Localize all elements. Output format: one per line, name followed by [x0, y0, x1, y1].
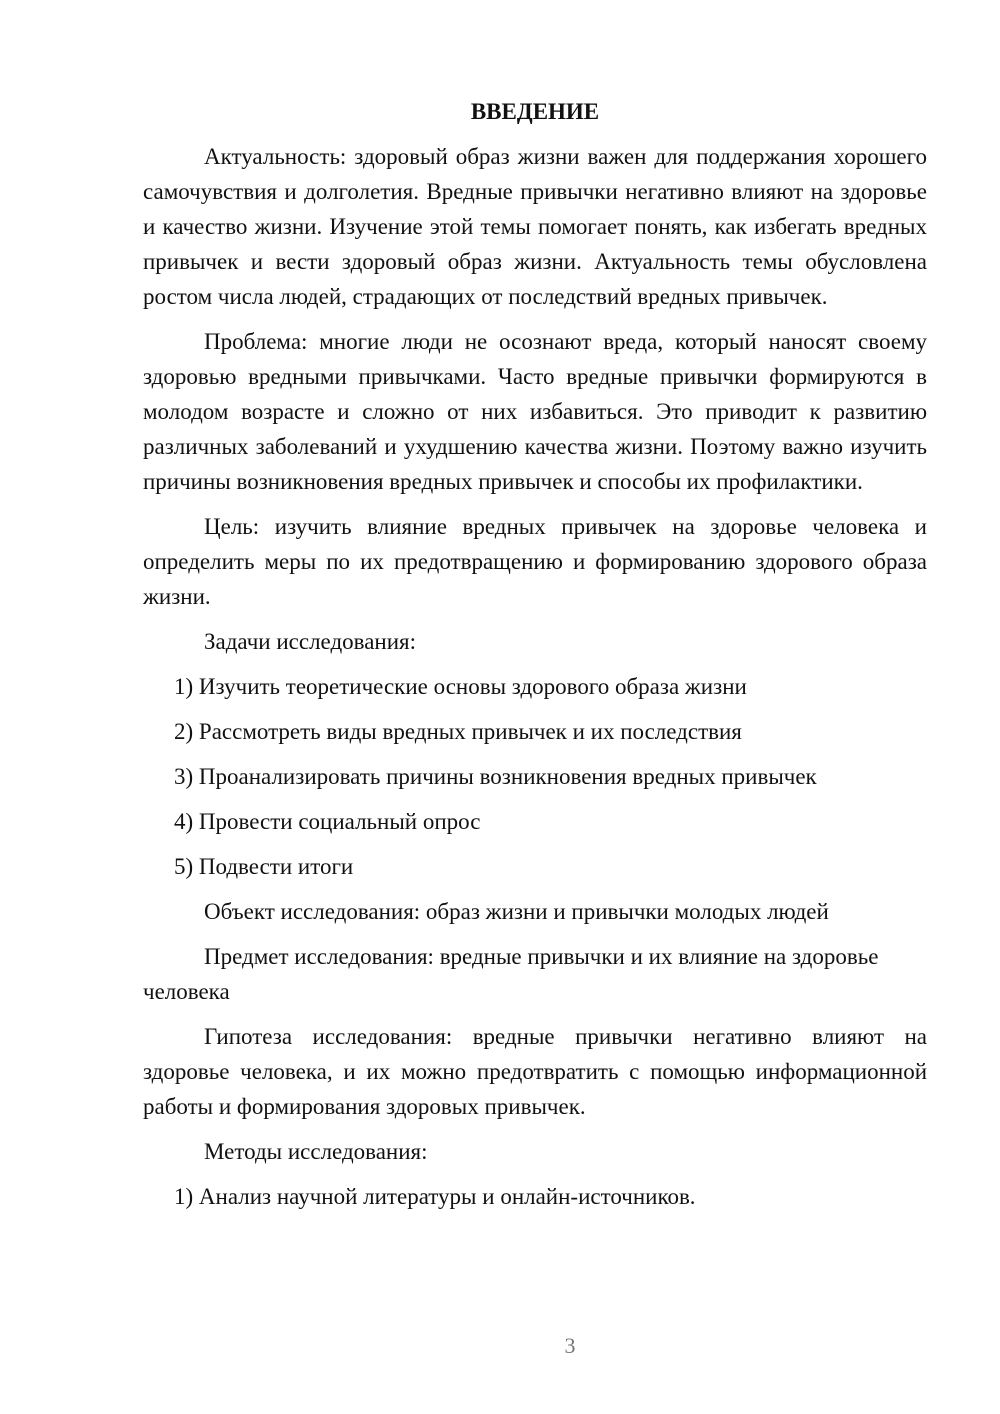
tasks-list — [143, 669, 927, 884]
list-item: 4) Провести социальный опрос — [174, 809, 481, 834]
methods-list — [143, 1179, 927, 1214]
hypothesis-paragraph: Гипотеза исследования: вредные привычки негативно влияют на здоровье человека, и их можно предотвратить с помощью информационной работы и формирования здоровых привычек. — [143, 1024, 927, 1119]
page-body — [143, 94, 927, 1224]
object-paragraph: Объект исследования: образ жизни и привычки молодых людей — [204, 899, 829, 924]
section-heading: ВВЕДЕНИЕ — [470, 99, 600, 124]
list-item: 1) Изучить теоретические основы здорового образа жизни — [174, 674, 747, 699]
methods-title: Методы исследования: — [204, 1139, 428, 1164]
subject-paragraph: Предмет исследования: вредные привычки и их влияние на здоровье человека — [143, 944, 879, 1004]
list-item: 1) Анализ научной литературы и онлайн-источников. — [174, 1184, 696, 1209]
problem-paragraph: Проблема: многие люди не осознают вреда, который наносят своему здоровью вредными привычками. Часто вредные привычки формируются в молодом возрасте и сложно от них избавиться. Это приводит к развитию различных заболеваний и ухудшению качества жизни. Поэтому важно изучить причины возникновения вредных привычек и способы их профилактики. — [143, 329, 927, 494]
page-number: 3 — [564, 1333, 576, 1358]
relevance-paragraph: Актуальность: здоровый образ жизни важен для поддержания хорошего самочувствия и долголетия. Вредные привычки негативно влияют на здоровье и качество жизни. Изучение этой темы помогает понять, как избегать вредных привычек и вести здоровый образ жизни. Актуальность темы обусловлена ростом числа людей, страдающих от последствий вредных привычек. — [143, 144, 927, 309]
list-item: 3) Проанализировать причины возникновения вредных привычек — [174, 764, 817, 789]
list-item: 2) Рассмотреть виды вредных привычек и их последствия — [174, 719, 742, 744]
goal-paragraph: Цель: изучить влияние вредных привычек на здоровье человека и определить меры по их предотвращению и формированию здорового образа жизни. — [143, 514, 927, 609]
tasks-title: Задачи исследования: — [204, 629, 417, 654]
list-item: 5) Подвести итоги — [174, 854, 354, 879]
